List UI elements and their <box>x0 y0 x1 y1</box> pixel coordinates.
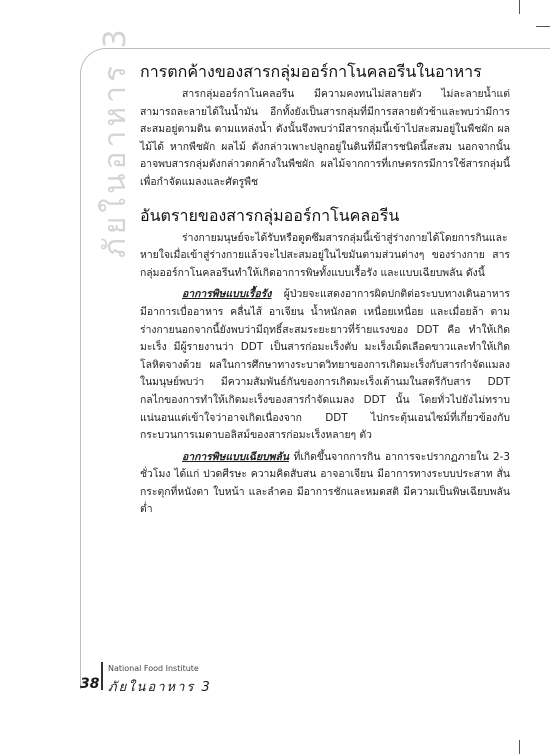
chronic-toxicity-paragraph <box>140 286 510 444</box>
acute-toxicity-paragraph <box>140 449 510 519</box>
section-heading-hazard: อันตรายของสารกลุ่มออร์กาโนคลอรีน <box>140 205 400 225</box>
chronic-toxicity-text: ผู้ป่วยจะแสดงอาการผิดปกติต่อระบบทางเดินอาหาร มีอาการเบื่ออาหาร คลื่นไส้ อาเจียน น้ำหนักลด เหนื่อยเหนื่อย และเมื่อยล้า ตามร่างกายนอกจากนี้ยังพบว่ามีฤทธิ์สะสมระยะยาวที่ร้ายแรงของ DDT คือ ทำให้เกิดมะเร็ง มีผู้รายงานว่า DDT เป็นสารก่อมะเร็งตับ มะเร็งเม็ดเลือดขาวและทำให้เกิดโลหิตจางด้วย ผลในการศึกษาทางระบาดวิทยาของการเกิดมะเร็งกับสารกำจัดแมลงในมนุษย์พบว่า มีความสัมพันธ์กันของการเกิดมะเร็งเต้านมในสตรีกับสาร DDT กลไกของการทำให้เกิดมะเร็งของสารกำจัดแมลง DDT นั้น โดยทั่วไปยังไม่ทราบแน่นอนแต่เข้าใจว่าอาจเกิดเนื่องจาก DDT ไปกระตุ้นเอนไซม์ที่เกี่ยวข้องกับกระบวนการเมตาบอลิสม์ของสารก่อมะเร็งหลายๆ ตัว <box>140 288 510 442</box>
footer-divider <box>101 662 103 690</box>
crop-mark-right <box>536 26 550 27</box>
residue-paragraph: สารกลุ่มออร์กาโนคลอรีน มีความคงทนไม่สลายตัว ไม่ละลายน้ำแต่สามารถละลายได้ในน้ำมัน อีกทั้งยังเป็นสารกลุ่มที่มีการสลายตัวช้าและพบว่ามีการสะสมอยู่ตามดิน ตามแหล่งน้ำ ดังนั้นจึงพบว่ามีสารกลุ่มนี้เข้าไปสะสมอยู่ในพืชผัก ผลไม้ได้ หากพืชผัก ผลไม้ ดังกล่าวเพาะปลูกอยู่ในดินที่มีสารชนิดนี้สะสม นอกจากนั้นอาจพบสารกลุ่มดังกล่าวตกค้างในพืชผัก ผลไม้จากการที่เกษตรกรมีการใช้สารกลุ่มนี้เพื่อกำจัดแมลงและศัตรูพืช <box>140 88 510 188</box>
page-content <box>140 62 510 519</box>
crop-mark-bottom <box>519 740 520 754</box>
crop-mark-top <box>519 0 520 14</box>
chronic-toxicity-label: อาการพิษแบบเรื้อรัง <box>182 288 272 301</box>
footer-institute: National Food Institute <box>108 664 199 673</box>
acute-toxicity-text: ที่เกิดขึ้นจากการกิน อาการจะปรากฏภายใน 2-3 ชั่วโมง ได้แก่ ปวดศีรษะ ความคิดสับสน อาจอาเจียน มีอาการทางระบบประสาท สั่นกระตุกที่หนังตา ใบหน้า และลำคอ มีอาการชักและหมดสติ มีความเป็นพิษเฉียบพลันต่ำ <box>140 450 510 516</box>
sidebar-book-title: ภัยในอาหาร 3 <box>98 25 133 258</box>
page-number: 38 <box>80 676 100 692</box>
section-heading-residue: การตกค้างของสารกลุ่มออร์กาโนคลอรีนในอาหาร <box>140 62 482 81</box>
footer-book-title: ภัยในอาหาร 3 <box>108 680 212 695</box>
acute-toxicity-label: อาการพิษแบบเฉียบพลัน <box>182 450 290 463</box>
hazard-intro-paragraph: ร่างกายมนุษย์จะได้รับหรือดูดซึมสารกลุ่มนี้เข้าสู่ร่างกายได้โดยการกินและหายใจเมื่อเข้าสู่ร่างกายแล้วจะไปสะสมอยู่ในไขมันตามส่วนต่างๆ ของร่างกาย สารกลุ่มออร์กาโนคลอรีนทำให้เกิดอาการพิษทั้งแบบเรื้อรัง และแบบเฉียบพลัน ดังนี้ <box>140 231 510 279</box>
